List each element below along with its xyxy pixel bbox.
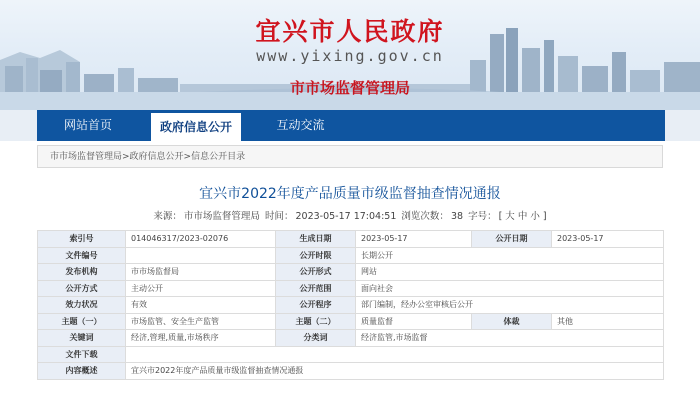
table-key: 关键词 bbox=[38, 330, 126, 347]
table-value: 014046317/2023-02076 bbox=[126, 231, 276, 248]
table-key: 公开方式 bbox=[38, 280, 126, 297]
header-banner bbox=[0, 0, 700, 110]
nav-item-home[interactable]: 网站首页 bbox=[63, 118, 112, 132]
views-label: 浏览次数： bbox=[401, 211, 449, 222]
table-value: 市场监管、安全生产监管 bbox=[126, 313, 276, 330]
table-key: 生成日期 bbox=[276, 231, 356, 248]
fontsize-toggle[interactable]: [ 大 中 小 ] bbox=[498, 211, 547, 222]
breadcrumb[interactable]: 市市场监督管理局>政府信息公开>信息公开目录 bbox=[37, 145, 663, 168]
time-value: 2023-05-17 17:04:51 bbox=[295, 211, 397, 222]
table-key: 文件编号 bbox=[38, 247, 126, 264]
table-key: 公开日期 bbox=[472, 231, 552, 248]
table-key: 内容概述 bbox=[38, 363, 126, 380]
site-url: www.yixing.gov.cn bbox=[256, 47, 444, 65]
source-label: 来源： bbox=[153, 211, 182, 222]
table-value: 其他 bbox=[552, 313, 664, 330]
source-value: 市市场监督管理局 bbox=[183, 211, 260, 222]
table-value: 2023-05-17 bbox=[356, 231, 472, 248]
time-label: 时间： bbox=[264, 211, 294, 222]
table-value: 部门编制，经办公室审核后公开 bbox=[356, 297, 664, 314]
table-value: 网站 bbox=[356, 264, 664, 281]
table-value bbox=[126, 247, 276, 264]
article-title: 宜兴市2022年度产品质量市级监督抽查情况通报 bbox=[199, 186, 501, 202]
views-value: 38 bbox=[450, 211, 464, 222]
table-value: 有效 bbox=[126, 297, 276, 314]
article-meta bbox=[0, 208, 700, 222]
site-title: 宜兴市人民政府 bbox=[255, 17, 445, 46]
info-table bbox=[37, 230, 664, 380]
table-row bbox=[38, 280, 664, 297]
table-row bbox=[38, 313, 664, 330]
table-key: 体裁 bbox=[472, 313, 552, 330]
table-value: 经济,管理,质量,市场秩序 bbox=[126, 330, 276, 347]
table-value: 宜兴市2022年度产品质量市级监督抽查情况通报 bbox=[126, 363, 664, 380]
table-row bbox=[38, 363, 664, 380]
table-value: 经济监管,市场监督 bbox=[356, 330, 664, 347]
table-key: 发布机构 bbox=[38, 264, 126, 281]
table-key: 分类词 bbox=[276, 330, 356, 347]
table-value: 市市场监督局 bbox=[126, 264, 276, 281]
nav-item-interaction[interactable]: 互动交流 bbox=[276, 118, 325, 132]
table-value: 长期公开 bbox=[356, 247, 664, 264]
table-key: 公开形式 bbox=[276, 264, 356, 281]
table-value: 面向社会 bbox=[356, 280, 664, 297]
table-key: 主题（一） bbox=[38, 313, 126, 330]
department-name: 市市场监督管理局 bbox=[289, 79, 410, 97]
table-key: 索引号 bbox=[38, 231, 126, 248]
main-nav bbox=[0, 110, 700, 141]
table-row bbox=[38, 231, 664, 248]
nav-item-gov-info[interactable]: 政府信息公开 bbox=[151, 113, 241, 141]
fontsize-label: 字号： bbox=[468, 211, 497, 222]
table-row bbox=[38, 330, 664, 347]
table-row bbox=[38, 297, 664, 314]
file-download-value[interactable] bbox=[126, 346, 664, 363]
table-value: 主动公开 bbox=[126, 280, 276, 297]
table-row bbox=[38, 264, 664, 281]
table-value: 质量监督 bbox=[356, 313, 472, 330]
table-key: 效力状况 bbox=[38, 297, 126, 314]
table-value: 2023-05-17 bbox=[552, 231, 664, 248]
table-key: 文件下载 bbox=[38, 346, 126, 363]
table-row bbox=[38, 346, 664, 363]
table-key: 公开范围 bbox=[276, 280, 356, 297]
table-row bbox=[38, 247, 664, 264]
table-key: 公开时限 bbox=[276, 247, 356, 264]
table-key: 公开程序 bbox=[276, 297, 356, 314]
table-key: 主题（二） bbox=[276, 313, 356, 330]
nav-bar bbox=[37, 110, 665, 141]
